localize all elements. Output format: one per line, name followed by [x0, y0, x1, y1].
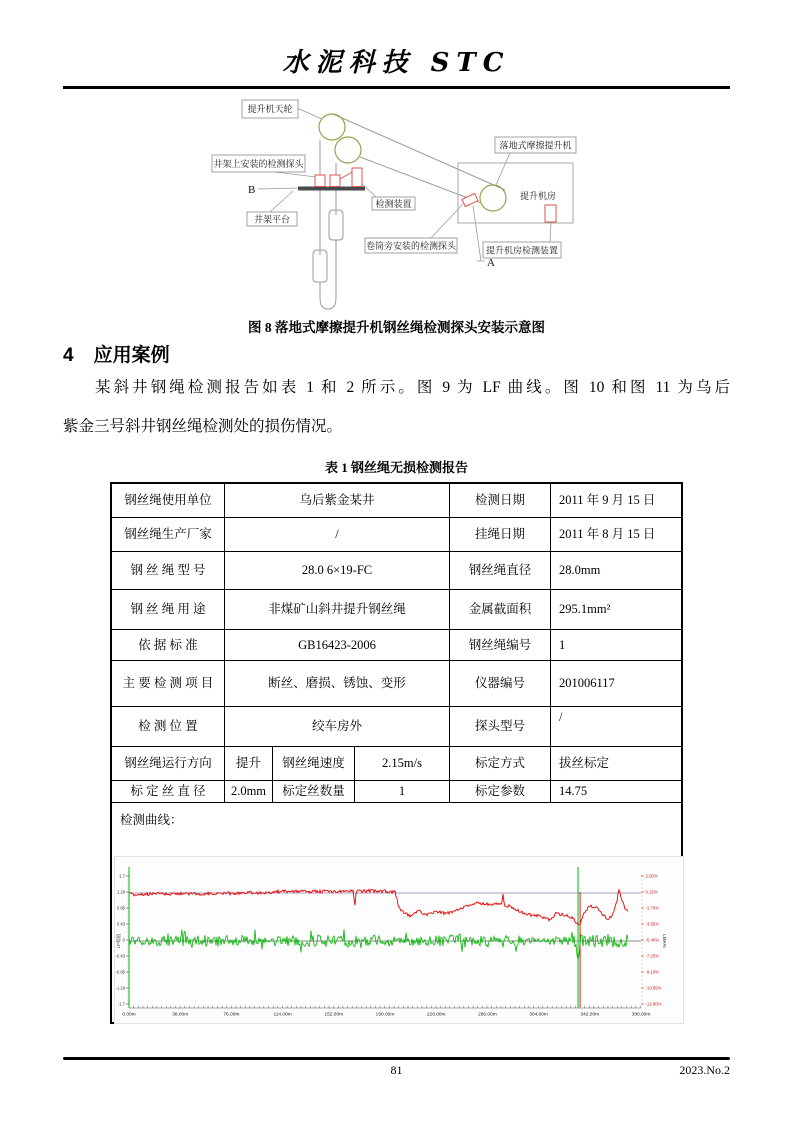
cell-value: 295.1mm²	[550, 590, 681, 629]
x-tick-label: 380.00m	[631, 1012, 651, 1018]
cell-label: 钢丝绳生产厂家	[124, 527, 212, 542]
y-left-tick-label: -0.85	[115, 969, 125, 975]
drum-probe-rect	[462, 193, 478, 206]
cell-value: 2.0mm	[224, 781, 272, 802]
cell-label: 仪器编号	[449, 661, 550, 706]
detection-curve-svg	[115, 857, 683, 1023]
cell-value: 绞车房外	[224, 707, 449, 746]
y-right-tick-label: -5.40%	[645, 937, 660, 943]
frame-probe-1	[315, 175, 325, 187]
table-row	[112, 484, 681, 517]
issue-number: 2023.No.2	[679, 1063, 730, 1077]
y-left-tick-label: 1.7	[119, 873, 125, 879]
y-left-tick-label: 0	[122, 937, 125, 943]
floor-hoist-label: 落地式摩擦提升机	[499, 140, 572, 151]
x-tick-label: 114.00m	[273, 1012, 292, 1018]
device-label: 检测装置	[375, 199, 412, 209]
cell-value: 2011 年 9 月 15 日	[550, 484, 681, 517]
diagram-label-boxes	[212, 100, 576, 258]
cell-label: 钢丝绳使用单位	[124, 493, 212, 508]
table-row	[112, 706, 681, 746]
y-right-tick-label: -7.25%	[645, 953, 660, 959]
header-rule	[63, 86, 730, 89]
body-paragraph-line2: 紫金三号斜井钢丝绳检测处的损伤情况。	[63, 418, 343, 435]
cell-value: 2011 年 8 月 15 日	[550, 518, 681, 551]
frame-probe-2	[330, 175, 340, 187]
cell-value: 提升	[224, 747, 272, 780]
cell-label: 钢丝绳速度	[272, 747, 354, 780]
y-right-tick-label: 0.15%	[645, 889, 658, 895]
cell-value: 1	[354, 781, 449, 802]
cell-label: 检测日期	[449, 484, 550, 517]
cell-value: 断丝、磨损、锈蚀、变形	[224, 661, 449, 706]
room-device-label: 提升机房检测装置	[485, 245, 559, 256]
cell-label: 探头型号	[449, 707, 550, 746]
x-tick-label: 152.00m	[324, 1012, 344, 1018]
cell-label: 钢丝绳直径	[449, 552, 550, 589]
body-paragraph-line1: 某斜井钢绳检测报告如表 1 和 2 所示。图 9 为 LF 曲线。图 10 和图 11 为乌后	[95, 379, 730, 396]
y-left-tick-label: -1.28	[115, 985, 125, 991]
cell-value: 28.0 6×19-FC	[224, 552, 449, 589]
y-right-tick-label: -3.55%	[645, 921, 660, 927]
y-left-tick-label: 0.85	[116, 905, 125, 911]
hoist-room-label: 提升机房	[519, 191, 557, 201]
x-tick-label: 228.00m	[426, 1012, 446, 1018]
figure8-svg	[180, 95, 600, 315]
y-right-tick-label: -9.10%	[645, 969, 660, 975]
page-number: 81	[390, 1063, 403, 1077]
cell-label: 标定方式	[449, 747, 550, 780]
cell-value: 28.0mm	[550, 552, 681, 589]
lf-curve	[129, 929, 628, 959]
y-right-axis-title: LMA%	[662, 934, 667, 948]
section-title: 应用案例	[93, 345, 170, 366]
platform-label: 井架平台	[253, 214, 291, 225]
cell-label: 主 要 检 测 项 目	[122, 676, 214, 691]
drum-probe-label: 卷筒旁安装的检测探头	[365, 241, 457, 251]
x-tick-label: 76.00m	[223, 1012, 240, 1018]
cell-value: 201006117	[550, 661, 681, 706]
cell-label: 标定参数	[449, 781, 550, 802]
x-tick-label: 266.00m	[478, 1012, 497, 1018]
cell-value: /	[550, 707, 681, 746]
cell-label: 金属截面积	[449, 590, 550, 629]
y-right-tick-label: -10.95%	[645, 985, 662, 991]
cell-label: 依 据 标 准	[138, 637, 198, 652]
point-b-label: B	[248, 184, 256, 196]
x-tick-label: 304.00m	[529, 1012, 548, 1018]
y-left-axis-title: LF幅值	[116, 933, 121, 949]
cell-label: 钢 丝 绳 型 号	[130, 563, 206, 578]
cell-label: 检 测 位 置	[138, 719, 198, 734]
cell-label: 钢丝绳编号	[449, 630, 550, 660]
table-row	[112, 629, 681, 660]
table-row	[112, 517, 681, 551]
frame-probe-label: 井架上安装的检测探头	[213, 159, 304, 169]
y-right-tick-label: 2.00%	[645, 873, 658, 879]
y-right-tick-label: -1.70%	[645, 905, 660, 911]
drum-circle	[480, 185, 506, 211]
cell-value: 14.75	[550, 781, 681, 802]
cell-label: 钢 丝 绳 用 途	[130, 602, 206, 617]
table1-title: 表 1 钢丝绳无损检测报告	[324, 460, 468, 475]
x-tick-label: 0.00m	[122, 1012, 136, 1018]
figure8-caption: 图 8 落地式摩擦提升机钢丝绳检测探头安装示意图	[248, 320, 545, 335]
table-row	[112, 746, 681, 780]
journal-title: 水泥科技 STC	[282, 48, 511, 78]
section-heading	[63, 340, 170, 367]
cell-value: 乌后紫金某井	[224, 484, 449, 517]
rope-lines	[313, 114, 505, 309]
cell-label: 标定丝数量	[272, 781, 354, 802]
lma-curve	[129, 889, 628, 924]
x-tick-label: 38.00m	[172, 1012, 189, 1018]
footer-rule	[63, 1057, 730, 1060]
section-number: 4	[63, 345, 74, 366]
y-left-tick-label: -1.7	[117, 1001, 125, 1007]
cell-label: 标 定 丝 直 径	[130, 784, 206, 799]
table-row	[112, 660, 681, 706]
cell-label: 钢丝绳运行方向	[124, 756, 212, 771]
cell-value: 非煤矿山斜井提升钢丝绳	[224, 590, 449, 629]
table-row	[112, 551, 681, 589]
y-right-tick-label: -12.80%	[645, 1001, 662, 1007]
detection-curve-chart	[114, 856, 684, 1024]
curve-label: 检测曲线：	[120, 813, 183, 827]
cell-value: 2.15m/s	[354, 747, 449, 780]
head-sheave-label: 提升机天轮	[247, 104, 293, 114]
point-a-label: A	[487, 257, 495, 269]
y-left-tick-label: 0.43	[116, 921, 125, 927]
cell-value: 拔丝标定	[550, 747, 681, 780]
x-tick-label: 190.00m	[375, 1012, 395, 1018]
cell-value: 1	[550, 630, 681, 660]
second-sheave-circle	[335, 137, 361, 163]
cell-value: GB16423-2006	[224, 630, 449, 660]
table-row	[112, 589, 681, 629]
head-sheave-circle	[319, 114, 345, 140]
room-device-rect	[545, 205, 556, 222]
y-left-tick-label: -0.43	[115, 953, 125, 959]
table-row	[112, 780, 681, 802]
cell-label: 挂绳日期	[449, 518, 550, 551]
figure8-diagram	[180, 95, 600, 315]
platform-bar	[298, 187, 365, 191]
cell-value: /	[224, 518, 449, 551]
y-left-tick-label: 1.28	[116, 889, 125, 895]
x-tick-label: 342.00m	[580, 1012, 600, 1018]
detection-device-box	[352, 168, 362, 187]
